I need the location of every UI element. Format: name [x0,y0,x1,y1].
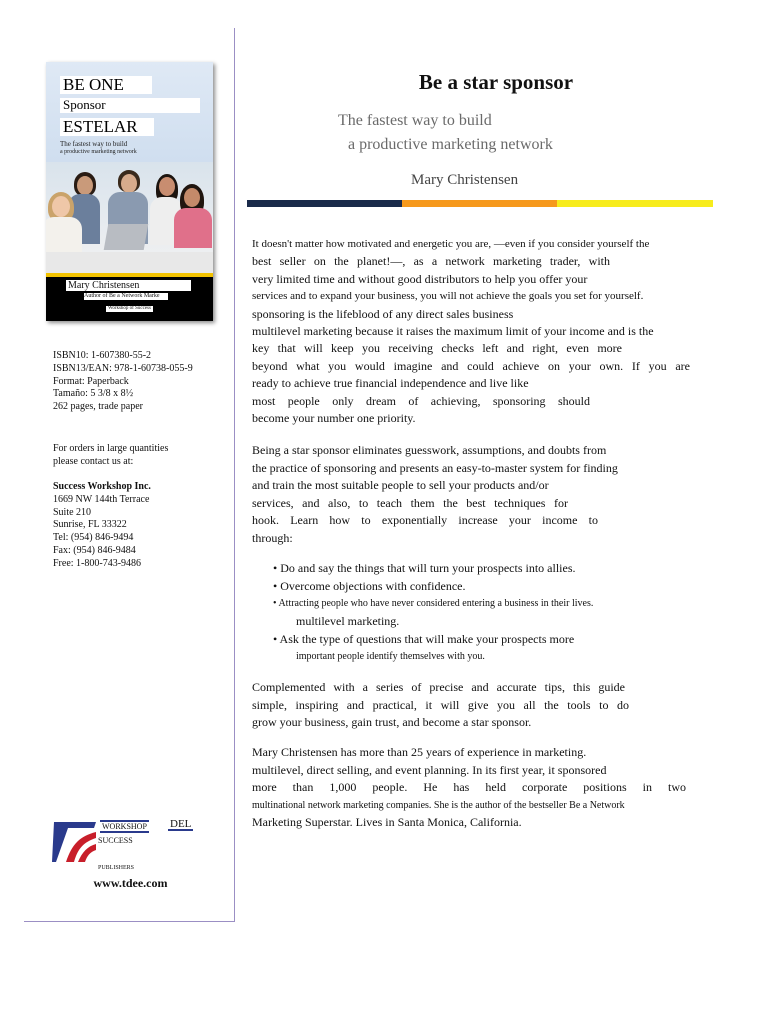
subtitle-line-1: The fastest way to build [338,112,492,129]
sidebar-bottom-border [24,921,235,922]
p1-line: become your number one priority. [252,411,416,426]
logo-del: DEL [170,818,192,830]
page-title: Be a star sponsor [418,70,574,94]
bullet-item: • Attracting people who have never considered entering a business in their lives. [273,598,594,609]
p2-line: and train the most suitable people to sell your products and/or [252,478,549,493]
isbn13: ISBN13/EAN: 978-1-60738-055-9 [53,362,193,374]
logo-success: SUCCESS [98,836,133,845]
p4-line: more than 1,000 people. He has held corporate positions in two [252,780,686,795]
p3-line: Complemented with a series of precise and accurate tips, this guide [252,680,625,694]
orders-line-1: For orders in large quantities [53,443,169,454]
book-cover-image [46,62,213,321]
p2-line: services, and also, to teach them the best techniques for [252,495,568,510]
cover-table [46,252,213,274]
cover-author: Mary Christensen [66,280,191,291]
book-details [53,350,193,414]
divider-navy [247,200,402,207]
sidebar-border [234,28,235,922]
p2-line: through: [252,530,293,545]
cover-title-line-3: ESTELAR [60,118,154,136]
publisher-logo [52,816,207,874]
cover-title-line-2: Sponsor [60,98,200,113]
p1-line: best seller on the planet!—, as a network marketing trader, with [252,254,610,269]
p1-line: multilevel marketing because it raises the maximum limit of your income and is the [252,324,654,339]
p4-line: multilevel, direct selling, and event planning. In its first year, it sponsored [252,762,607,777]
p2-line: Being a star sponsor eliminates guesswork, assumptions, and doubts from [252,443,607,457]
divider-orange [402,200,557,207]
logo-workshop: WORKSHOP [102,822,147,831]
bullet-item: • Overcome objections with confidence. [273,579,466,593]
company-name: Success Workshop Inc. [53,481,151,492]
p4-line: multinational network marketing companies. She is the author of the bestseller Be a Network [252,799,625,811]
cover-publisher: Workshop of Success [108,306,151,311]
orders-line-2: please contact us at: [53,455,134,467]
logo-publishers: PUBLISHERS [98,865,135,871]
website-link[interactable]: www.tdee.com [93,876,168,890]
cover-subtitle-line-1: The fastest way to build [60,140,128,148]
format: Format: Paperback [53,375,129,387]
pages: 262 pages, trade paper [53,401,143,413]
company-address-1: 1669 NW 144th Terrace [53,493,150,505]
company-free: Free: 1-800-743-9486 [53,557,142,569]
paragraph-4 [252,744,690,832]
subtitle-line-2: a productive marketing network [348,136,553,153]
size: Tamaño: 5 3/8 x 8½ [53,388,134,400]
p4-line: Mary Christensen has more than 25 years of experience in marketing. [252,745,587,759]
publisher-logo-icon [52,818,98,864]
p2-line: the practice of sponsoring and presents an easy-to-master system for finding [252,460,618,475]
cover-author-subtitle: Author of Be a Network Marke [84,293,168,300]
company-fax: Fax: (954) 846-9484 [53,544,136,556]
p1-line: most people only dream of achieving, sponsoring should [252,393,590,408]
bullet-item-continuation: multilevel marketing. [296,614,400,628]
p1-line: beyond what you would imagine and could achieve on your own. If you are [252,358,690,373]
p1-line: ready to achieve true financial independence and live like [252,376,529,391]
p1-line: very limited time and without good distributors to help you offer your [252,271,588,286]
bullet-item-continuation: important people identify themselves with you. [296,651,485,662]
company-contact [53,481,151,571]
company-address-2: Suite 210 [53,506,92,518]
paragraph-1 [252,236,690,427]
p1-line: key that will keep you receiving checks left and right, even more [252,341,622,356]
company-city: Sunrise, FL 33322 [53,519,127,531]
header-author: Mary Christensen [411,172,519,188]
cover-subtitle-line-2: a productive marketing network [60,149,137,155]
p2-line: hook. Learn how to exponentially increase your income to [252,513,598,528]
p3-line: grow your business, gain trust, and become a star sponsor. [252,715,532,730]
p1-line: services and to expand your business, you will not achieve the goals you set for yourself. [252,290,644,303]
divider-yellow [557,200,713,207]
bullet-item: • Ask the type of questions that will make your prospects more [273,632,575,646]
paragraph-3 [252,679,690,732]
cover-photo [46,162,213,274]
p1-line: sponsoring is the lifeblood of any direct sales business [252,306,514,321]
p1-line: It doesn't matter how motivated and energetic you are, —even if you consider yourself the [252,238,650,250]
bullet-item: • Do and say the things that will turn your prospects into allies. [273,561,576,575]
cover-title-line-1: BE ONE [60,76,152,94]
cover-subtitle [60,140,200,156]
orders-note [53,443,168,469]
p3-line: simple, inspiring and practical, it will give you all the tools to do [252,697,629,712]
p4-line: Marketing Superstar. Lives in Santa Monica, California. [252,815,522,830]
isbn10: ISBN10: 1-607380-55-2 [53,350,152,361]
paragraph-2 [252,442,690,548]
company-tel: Tel: (954) 846-9494 [53,532,134,544]
